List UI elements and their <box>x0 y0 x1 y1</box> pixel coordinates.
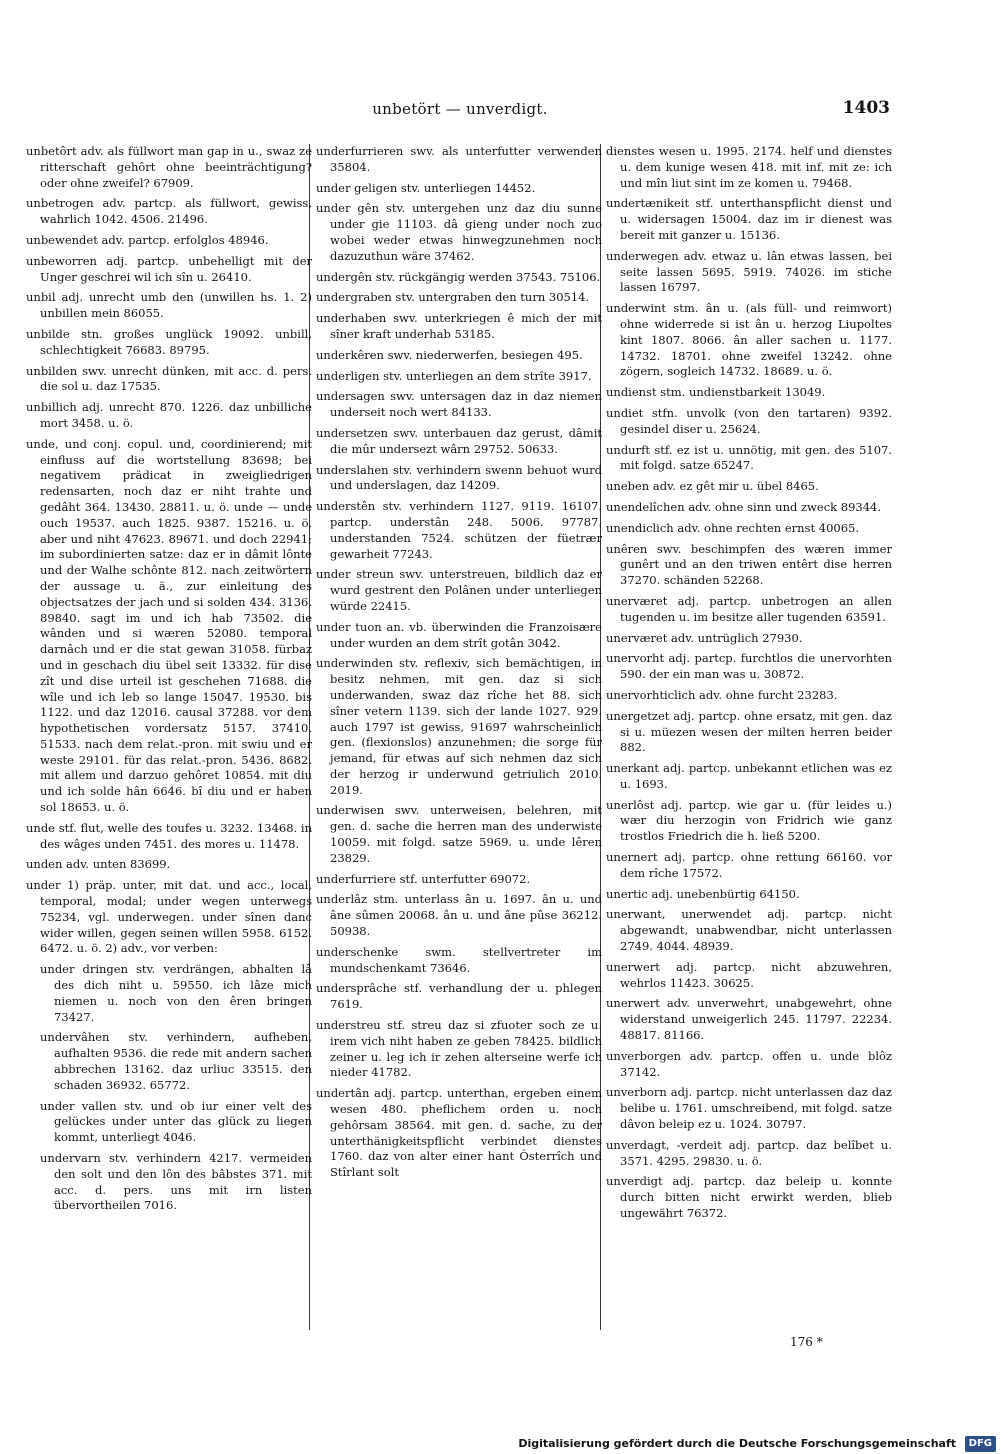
dictionary-entry: unêren swv. beschimpfen des wæren immer gunêrt und an den triwen entêrt dise herren 37270. schänden 52268. <box>606 541 892 588</box>
dictionary-entry: underschenke swm. stellvertreter im mundschenkamt 73646. <box>316 944 602 975</box>
dictionary-entry: undervarn stv. verhindern 4217. vermeiden den solt und den lôn des bâbstes 371. mit acc. d. pers. uns mit irn listen übervortheilen 7016. <box>40 1151 312 1213</box>
dictionary-entry: underwinden stv. reflexiv, sich bemächtigen, in besitz nehmen, mit gen. daz si sich underwanden, swaz daz rîche het 88. sich sîner vetern 1139. sich der lande 1027. 929. auch 1797 ist gewiss, 91697 wahrscheinlich gen. (flexionslos) anzunehmen; die sorge für jemand, für etwas auf sich nehmen daz sich der herzog ir underwund getriulich 2010. 2019. <box>316 656 602 797</box>
dictionary-entry: unerwert adv. unverwehrt, unabgewehrt, ohne widerstand unweigerlich 245. 11797. 22234. 48817. 81166. <box>606 996 892 1043</box>
dictionary-entry: unervorhticlich adv. ohne furcht 23283. <box>606 687 838 702</box>
dictionary-entry: unerlôst adj. partcp. wie gar u. (für leides u.) wær diu herzogin von Fridrich wie ganz trostlos Friedrich die h. ließ 5200. <box>606 797 892 844</box>
dictionary-entry: under 1) präp. unter, mit dat. und acc., local, temporal, modal; under wegen unterwegs 75234, vgl. underwegen. under sînen danc wider willen, gegen seinen willen 5958. 6152. 6472. u. ö. 2) adv., vor verben: <box>26 878 312 956</box>
dictionary-entry: unervorht adj. partcp. furchtlos die unervorhten 590. der ein man was u. 30872. <box>606 651 892 682</box>
dictionary-entry: undergên stv. rückgängig werden 37543. 75106. <box>316 269 601 284</box>
dictionary-entry: underhaben swv. unterkriegen ê mich der mit sîner kraft underhab 53185. <box>316 311 602 341</box>
page-number: 1403 <box>842 98 890 118</box>
dictionary-entry: unerværet adj. partcp. unbetrogen an allen tugenden u. im besitze aller tugenden 63591. <box>606 593 892 624</box>
dictionary-entry: undersagen swv. untersagen daz in daz niemen underseit noch wert 84133. <box>316 389 602 420</box>
dictionary-entry: unverborn adj. partcp. nicht unterlassen daz daz belibe u. 1761. umschreibend, mit folgd. satze dâvon beleip ez u. 1024. 30797. <box>606 1085 892 1132</box>
dictionary-entry: undertænikeit stf. unterthanspflicht dienst und u. widersagen 15004. daz im ir dienest was bereit mit ganzer u. 15136. <box>606 196 892 242</box>
dictionary-entry: unde, und conj. copul. und, coordinierend; mit einfluss auf die wortstellung 83698; bei negativem prädicat in zweigliedrigen redensarten, noch daz er niht trahte und gedâht 364. 13430. 28811. u. ö. unde — unde ouch 19537. auch 1825. 9387. 15216. u. ö. aber und niht 47623. 89671. und doch 22941; im subordinierten satze: daz er in dâmit lônte und der Walhe schônte 812. nach zeitwörtern der aussage u. ä., zur einleitung des objectsatzes der jach und si solden 434. 3136. 89840. sagt im und ich hab 73502. die wânden und si wæren 52080. temporal darnâch und er die stat gewan 31058. fürbaz und in geschach diu übel seit 13332. für dise zît und dise urteil ist geschehen 71688. die wîle und ich leb so lange 15047. 19530. bis 1122. und daz 12016. causal 37288. vor dem hypothetischen vordersatz 5157. 37410. 51533. nach dem relat.-pron. mit swiu und er weste 29101. für das relat.-pron. 5436. 8682. mit allem und darzuo gehôret 10854. mit diu und ich solde hân 6646. bî diu und er haben sol 18653. u. ö. <box>26 436 312 815</box>
dictionary-entry: unden adv. unten 83699. <box>26 857 171 872</box>
dictionary-entry: under gên stv. untergehen unz daz diu sunne under gie 11103. dâ gieng under noch zuo wobei weder etwas hinwegzunehmen noch dazuzuthun wäre 37462. <box>316 201 602 263</box>
dictionary-entry: under geligen stv. unterliegen 14452. <box>316 180 536 195</box>
dictionary-entry: unbillich adj. unrecht 870. 1226. daz unbilliche mort 3458. u. ö. <box>26 400 312 430</box>
footer-bar <box>0 1434 1000 1454</box>
dictionary-entry: undurft stf. ez ist u. unnötig, mit gen. des 5107. mit folgd. satze 65247. <box>606 442 892 473</box>
dictionary-column-2 <box>316 144 602 1186</box>
dictionary-entry: under vallen stv. und ob iur einer velt des gelückes under unter das glück zu liegen kommt, unterliegt 4046. <box>40 1098 312 1145</box>
dictionary-entry: unbewendet adv. partcp. erfolglos 48946. <box>26 232 269 247</box>
page-header <box>0 98 1000 128</box>
dictionary-entry: unbetrogen adv. partcp. als füllwort, gewiss, wahrlich 1042. 4506. 21496. <box>26 196 312 227</box>
dictionary-entry: unde stf. flut, welle des toufes u. 3232. 13468. in des wâges unden 7451. des mores u. 11478. <box>26 820 312 851</box>
dictionary-entry: undersetzen swv. unterbauen daz gerust, dâmit die mûr undersezt wârn 29752. 50633. <box>316 425 602 456</box>
footer-credit: Digitalisierung gefördert durch die Deutsche Forschungsgemeinschaft <box>518 1437 956 1450</box>
dictionary-entry: undergraben stv. untergraben den turn 30514. <box>316 290 590 305</box>
dictionary-entry: undienst stm. undienstbarkeit 13049. <box>606 385 826 400</box>
dictionary-entry: unverdigt adj. partcp. daz beleip u. konnte durch bitten nicht erwirkt werden, blieb ungewährt 76372. <box>606 1174 892 1221</box>
dictionary-column-1 <box>26 144 312 1219</box>
dictionary-entry: unbilden swv. unrecht dünken, mit acc. d. pers. die sol u. daz 17535. <box>26 363 312 394</box>
dictionary-entry: underfurriere stf. unterfutter 69072. <box>316 871 531 886</box>
dictionary-entry: underwisen swv. unterweisen, belehren, mit gen. d. sache die herren man des underwiste 10059. mit folgd. satze 5969. u. unde lêren 23829. <box>316 803 602 865</box>
dictionary-entry: unendelîchen adv. ohne sinn und zweck 89344. <box>606 499 882 514</box>
dictionary-entry: unverdagt, -verdeit adj. partcp. daz belîbet u. 3571. 4295. 29830. u. ö. <box>606 1137 892 1168</box>
dictionary-entry: unerwant, unerwendet adj. partcp. nicht abgewandt, unabwendbar, nicht unterlassen 2749. 4044. 48939. <box>606 907 892 954</box>
dictionary-entry: underkêren swv. niederwerfen, besiegen 495. <box>316 347 583 362</box>
dictionary-entry: unerværet adv. untrüglich 27930. <box>606 630 803 645</box>
dictionary-entry: unendiclich adv. ohne rechten ernst 40065. <box>606 520 859 535</box>
dictionary-entry: dienstes wesen u. 1995. 2174. helf und dienstes u. dem kunige wesen 418. mit inf. mit ze: ich und mîn liut sint im ze komen u. 79468. <box>606 144 892 190</box>
dictionary-entry: unerwert adj. partcp. nicht abzuwehren, wehrlos 11423. 30625. <box>606 959 892 990</box>
dictionary-entry: undersprâche stf. verhandlung der u. phlegen 7619. <box>316 981 602 1012</box>
dictionary-column-3 <box>606 144 892 1227</box>
dictionary-entry: under tuon an. vb. überwinden die Franzoisære under wurden an dem strît gotân 3042. <box>316 619 602 650</box>
dictionary-entry: unbeworren adj. partcp. unbehelligt mit der Unger geschrei wil ich sîn u. 26410. <box>26 253 312 284</box>
dictionary-entry: underlâz stm. unterlass ân u. 1697. ân u. und âne sûmen 20068. ân u. und âne pûse 36212. 50938. <box>316 892 602 939</box>
dictionary-entry: understên stv. verhindern 1127. 9119. 16107. partcp. understân 248. 5006. 97787. understanden 7524. schützen der füetrær gewarheit 77243. <box>316 499 602 561</box>
dictionary-entry: unertic adj. unebenbürtig 64150. <box>606 886 800 901</box>
dictionary-entry: underfurrieren swv. als unterfutter verwenden 35804. <box>316 144 602 174</box>
dictionary-entry: underslahen stv. verhindern swenn behuot wurd und underslagen, daz 14209. <box>316 462 602 493</box>
dictionary-entry: underwint stm. ân u. (als füll- und reimwort) ohne widerrede si ist ân u. herzog Liupoltes kint 1807. 8066. ân aller sachen u. 1177. 14732. 18701. ohne zweifel 13242. ohne zögern, sogleich 14732. 18689. u. ö. <box>606 301 892 379</box>
dictionary-entry: underwegen adv. etwaz u. lân etwas lassen, bei seite lassen 5695. 5919. 74026. im stiche lassen 16797. <box>606 248 892 295</box>
dictionary-entry: unergetzet adj. partcp. ohne ersatz, mit gen. daz si u. müezen wesen der milten herren beider 882. <box>606 708 892 755</box>
running-head: unbetört — unverdigt. <box>372 100 548 118</box>
dfg-logo-icon: DFG <box>965 1436 996 1452</box>
dictionary-entry: undiet stfn. unvolk (von den tartaren) 9392. gesindel diser u. 25624. <box>606 405 892 436</box>
dictionary-entry: uneben adv. ez gêt mir u. übel 8465. <box>606 479 819 494</box>
dictionary-entry: unerkant adj. partcp. unbekannt etlichen was ez u. 1693. <box>606 761 892 791</box>
dictionary-entry: under dringen stv. verdrängen, abhalten lâ des dich niht u. 59550. ich lâze mich niemen u. noch von den êren bringen 73427. <box>40 962 312 1024</box>
dictionary-entry: undertân adj. partcp. unterthan, ergeben einem wesen 480. pheflichem orden u. noch gehôrsam 38564. mit gen. d. sache, zu der unterthänigkeitspflicht verbindet dienstes 1760. daz von alter einer hant Ôsterrîch und Stîrlant solt <box>316 1086 602 1180</box>
dictionary-entry: underligen stv. unterliegen an dem strîte 3917. <box>316 368 592 383</box>
sheet-signature: 176 * <box>790 1335 823 1349</box>
dictionary-entry: unernert adj. partcp. ohne rettung 66160. vor dem rîche 17572. <box>606 850 892 880</box>
dictionary-entry: unbetôrt adv. als füllwort man gap in u., swaz ze ritterschaft gehôrt ohne beeinträchtigung? oder ohne zweifel? 67909. <box>26 144 312 190</box>
dictionary-entry: undervâhen stv. verhindern, aufheben, aufhalten 9536. die rede mit andern sachen abbrechen 13162. daz urliuc 33515. den schaden 36932. 65772. <box>40 1030 312 1092</box>
dictionary-entry: under streun swv. unterstreuen, bildlich daz er wurd gestrent den Polânen under unterliegen würde 22415. <box>316 567 602 613</box>
dictionary-entry: unverborgen adv. partcp. offen u. unde blôz 37142. <box>606 1048 892 1079</box>
dictionary-entry: unbilde stn. großes unglück 19092. unbill, schlechtigkeit 76683. 89795. <box>26 326 312 357</box>
dictionary-entry: understreu stf. streu daz si zfuoter soch ze u. irem vich niht haben ze geben 78425. bildlich zeiner u. leg ich ir zehen alterseine werfe ich nieder 41782. <box>316 1018 602 1080</box>
dictionary-entry: unbil adj. unrecht umb den (unwillen hs. 1. 2) unbillen mein 86055. <box>26 290 312 321</box>
